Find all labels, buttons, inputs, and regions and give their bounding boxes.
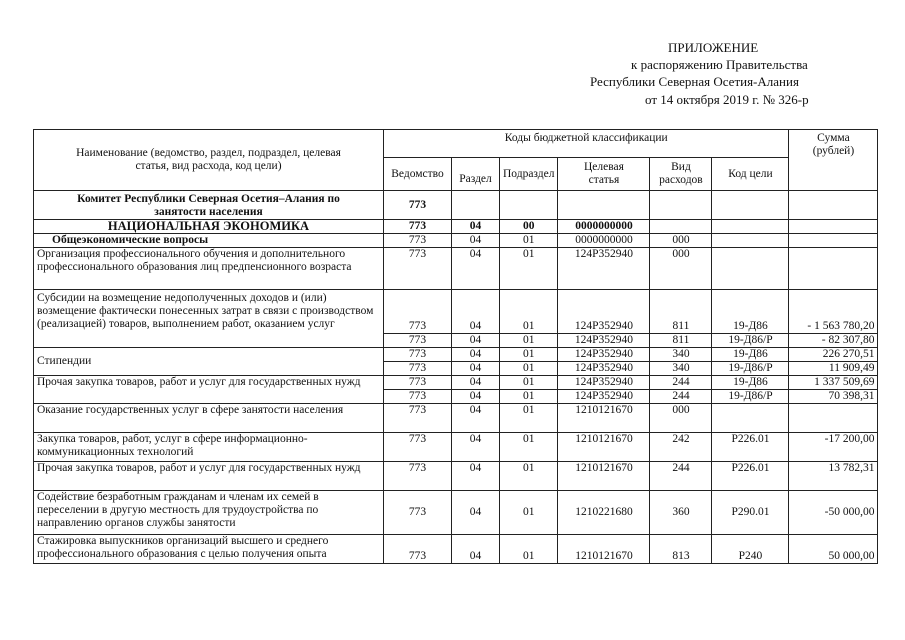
row-vr xyxy=(650,220,712,234)
row-sum xyxy=(789,404,878,433)
row-podrazdel: 01 xyxy=(500,334,558,348)
row-sum: 11 909,49 xyxy=(789,362,878,376)
row-kc: 19-Д86/Р xyxy=(712,334,789,348)
row-razdel: 04 xyxy=(452,535,500,564)
row-sum xyxy=(789,220,878,234)
row-name: Стипендии xyxy=(34,348,384,376)
row-name: Прочая закупка товаров, работ и услуг для государственных нужд xyxy=(34,462,384,491)
row-ved: 773 xyxy=(384,220,452,234)
row-ved: 773 xyxy=(384,535,452,564)
row-razdel: 04 xyxy=(452,404,500,433)
row-vr: 000 xyxy=(650,404,712,433)
table-row xyxy=(34,535,878,564)
row-razdel: 04 xyxy=(452,248,500,290)
row-vr: 340 xyxy=(650,348,712,362)
row-podrazdel: 01 xyxy=(500,404,558,433)
row-razdel: 04 xyxy=(452,348,500,362)
row-vr: 244 xyxy=(650,390,712,404)
table-row xyxy=(34,404,878,433)
row-kc: Р240 xyxy=(712,535,789,564)
row-cs: 124P352940 xyxy=(558,334,650,348)
row-ved: 773 xyxy=(384,334,452,348)
table-row xyxy=(34,191,878,220)
row-name: Содействие безработным гражданам и членам их семей в переселении в другую местность для трудоустройства по направлению органов службы занятости xyxy=(34,491,384,535)
row-podrazdel: 01 xyxy=(500,362,558,376)
row-cs: 124P352940 xyxy=(558,248,650,290)
row-razdel: 04 xyxy=(452,290,500,334)
row-razdel: 04 xyxy=(452,491,500,535)
row-podrazdel: 00 xyxy=(500,220,558,234)
row-ved: 773 xyxy=(384,462,452,491)
col-codes-header: Коды бюджетной классификации xyxy=(384,130,789,158)
row-kc xyxy=(712,248,789,290)
row-cs: 124P352940 xyxy=(558,290,650,334)
row-sum xyxy=(789,191,878,220)
row-podrazdel: 01 xyxy=(500,348,558,362)
row-razdel: 04 xyxy=(452,334,500,348)
row-name: Стажировка выпускников организаций высшего и среднего профессионального образования с целью получения опыта xyxy=(34,535,384,564)
budget-table xyxy=(33,129,878,564)
row-vr: 360 xyxy=(650,491,712,535)
sub-header-kc: Код цели xyxy=(712,158,789,191)
row-vr xyxy=(650,191,712,220)
row-podrazdel: 01 xyxy=(500,390,558,404)
row-podrazdel: 01 xyxy=(500,535,558,564)
row-podrazdel: 01 xyxy=(500,462,558,491)
row-razdel: 04 xyxy=(452,390,500,404)
appendix-line-1: к распоряжению Правительства xyxy=(631,57,808,72)
row-podrazdel: 01 xyxy=(500,290,558,334)
row-sum: 70 398,31 xyxy=(789,390,878,404)
sub-header-podrazdel: Подраздел xyxy=(500,158,558,191)
row-cs: 1210121670 xyxy=(558,462,650,491)
row-razdel: 04 xyxy=(452,220,500,234)
row-razdel: 04 xyxy=(452,234,500,248)
table-row xyxy=(34,290,878,334)
row-podrazdel: 01 xyxy=(500,376,558,390)
row-name: Оказание государственных услуг в сфере занятости населения xyxy=(34,404,384,433)
row-ved: 773 xyxy=(384,248,452,290)
sub-header-cs: Целевая статья xyxy=(558,158,650,191)
row-razdel: 04 xyxy=(452,433,500,462)
row-vr: 244 xyxy=(650,376,712,390)
row-ved: 773 xyxy=(384,191,452,220)
row-ved: 773 xyxy=(384,404,452,433)
row-sum: -50 000,00 xyxy=(789,491,878,535)
row-cs: 124P352940 xyxy=(558,362,650,376)
table-row xyxy=(34,462,878,491)
row-podrazdel: 01 xyxy=(500,491,558,535)
row-vr: 000 xyxy=(650,248,712,290)
row-cs: 124P352940 xyxy=(558,348,650,362)
row-sum: -17 200,00 xyxy=(789,433,878,462)
row-cs: 124P352940 xyxy=(558,390,650,404)
row-cs xyxy=(558,191,650,220)
row-ved: 773 xyxy=(384,290,452,334)
row-name: Закупка товаров, работ, услуг в сфере информационно-коммуникационных технологий xyxy=(34,433,384,462)
row-name: Организация профессионального обучения и дополнительного профессионального образования лиц предпенсионного возраста xyxy=(34,248,384,290)
appendix-line-3: от 14 октября 2019 г. № 326-р xyxy=(645,92,809,107)
row-cs: 1210121670 xyxy=(558,433,650,462)
row-cs: 1210221680 xyxy=(558,491,650,535)
appendix-line-2: Республики Северная Осетия-Алания xyxy=(590,74,799,89)
sub-header-razdel: Раздел xyxy=(452,158,500,191)
appendix-title: ПРИЛОЖЕНИЕ xyxy=(668,40,759,55)
sub-header-vr: Вид расходов xyxy=(650,158,712,191)
row-kc xyxy=(712,220,789,234)
row-name: Субсидии на возмещение недополученных доходов и (или) возмещение фактически понесенных затрат в связи с производством (реализацией) товаров, выполнением работ, оказанием услуг xyxy=(34,290,384,348)
row-sum: 13 782,31 xyxy=(789,462,878,491)
row-name: Прочая закупка товаров, работ и услуг для государственных нужд xyxy=(34,376,384,404)
row-name: Общеэкономические вопросы xyxy=(34,234,384,248)
row-ved: 773 xyxy=(384,491,452,535)
row-name: НАЦИОНАЛЬНАЯ ЭКОНОМИКА xyxy=(34,220,384,234)
row-vr: 340 xyxy=(650,362,712,376)
table-row xyxy=(34,433,878,462)
row-kc xyxy=(712,191,789,220)
row-kc: Р226.01 xyxy=(712,433,789,462)
row-vr: 811 xyxy=(650,290,712,334)
col-name-header: Наименование (ведомство, раздел, подраздел, целевая статья, вид расхода, код цели) xyxy=(34,130,384,191)
table-row xyxy=(34,491,878,535)
col-sum-header: Сумма (рублей) xyxy=(789,130,878,191)
row-cs: 124P352940 xyxy=(558,376,650,390)
row-ved: 773 xyxy=(384,376,452,390)
row-sum: - 1 563 780,20 xyxy=(789,290,878,334)
row-razdel: 04 xyxy=(452,376,500,390)
row-podrazdel: 01 xyxy=(500,234,558,248)
row-vr: 000 xyxy=(650,234,712,248)
row-cs: 0000000000 xyxy=(558,234,650,248)
row-name: Комитет Республики Северная Осетия–Алания по занятости населения xyxy=(34,191,384,220)
row-razdel: 04 xyxy=(452,462,500,491)
row-vr: 244 xyxy=(650,462,712,491)
sub-header-ved: Ведомство xyxy=(384,158,452,191)
row-cs: 1210121670 xyxy=(558,404,650,433)
row-sum xyxy=(789,248,878,290)
row-ved: 773 xyxy=(384,362,452,376)
row-ved: 773 xyxy=(384,433,452,462)
row-kc: 19-Д86 xyxy=(712,376,789,390)
row-ved: 773 xyxy=(384,234,452,248)
row-podrazdel: 01 xyxy=(500,248,558,290)
row-kc xyxy=(712,234,789,248)
row-vr: 811 xyxy=(650,334,712,348)
row-kc: 19-Д86/Р xyxy=(712,390,789,404)
table-row xyxy=(34,348,878,362)
row-podrazdel: 01 xyxy=(500,433,558,462)
row-vr: 242 xyxy=(650,433,712,462)
row-razdel xyxy=(452,191,500,220)
row-vr: 813 xyxy=(650,535,712,564)
table-row xyxy=(34,220,878,234)
row-podrazdel xyxy=(500,191,558,220)
row-sum: 50 000,00 xyxy=(789,535,878,564)
table-row xyxy=(34,248,878,290)
row-kc: 19-Д86 xyxy=(712,348,789,362)
row-kc: Р226.01 xyxy=(712,462,789,491)
row-sum: 1 337 509,69 xyxy=(789,376,878,390)
table-row xyxy=(34,376,878,390)
row-kc: 19-Д86 xyxy=(712,290,789,334)
row-cs: 0000000000 xyxy=(558,220,650,234)
row-razdel: 04 xyxy=(452,362,500,376)
row-cs: 1210121670 xyxy=(558,535,650,564)
row-sum: - 82 307,80 xyxy=(789,334,878,348)
row-kc xyxy=(712,404,789,433)
row-ved: 773 xyxy=(384,348,452,362)
row-kc: 19-Д86/Р xyxy=(712,362,789,376)
row-sum xyxy=(789,234,878,248)
row-kc: Р290.01 xyxy=(712,491,789,535)
row-ved: 773 xyxy=(384,390,452,404)
row-sum: 226 270,51 xyxy=(789,348,878,362)
table-row xyxy=(34,234,878,248)
